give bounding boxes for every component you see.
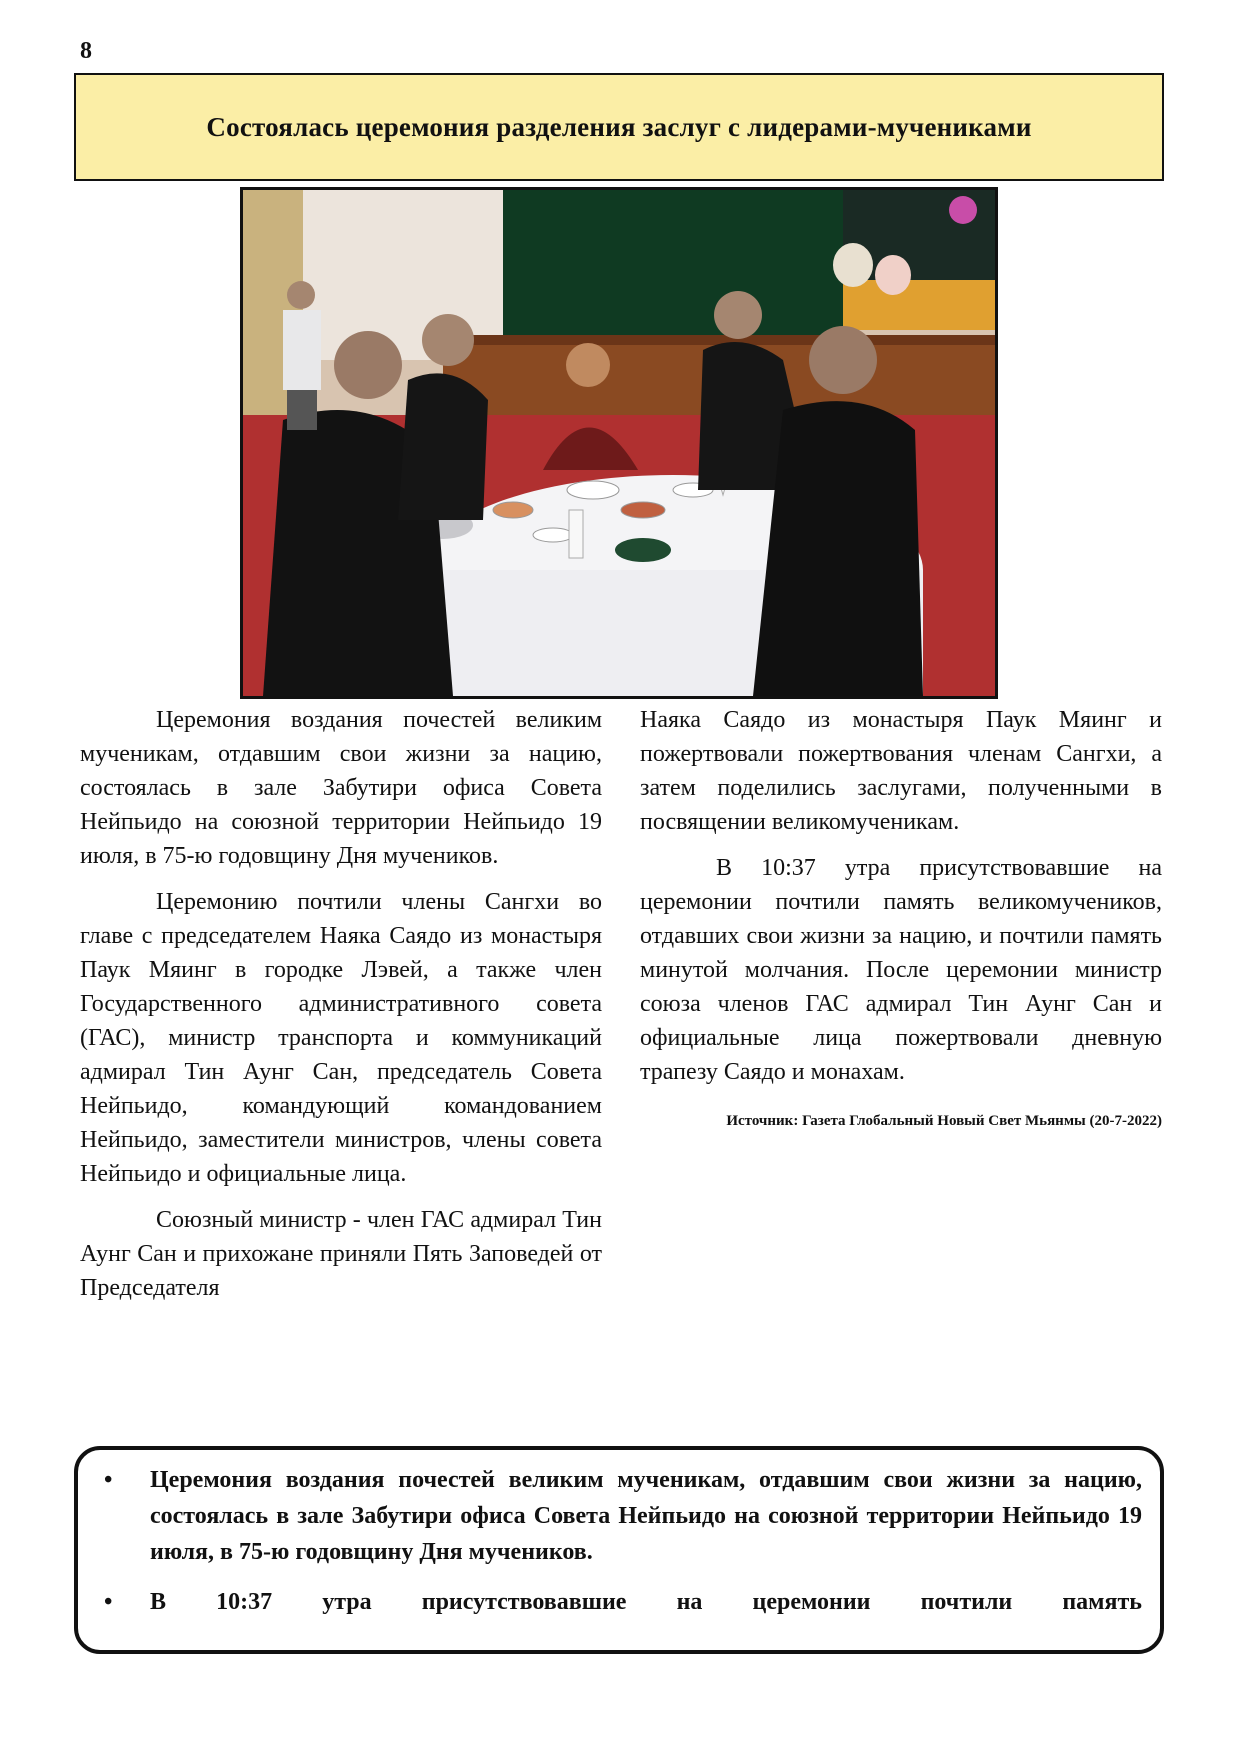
title-banner — [74, 73, 1164, 181]
left-paragraph-1: Церемония воздания почестей великим мученикам, отдавшим свои жизни за нацию, состоялась в зале Забутири офиса Совета Нейпьидо на союзной территории Нейпьидо 19 июля, в 75-ю годовщину Дня мучеников. — [80, 707, 602, 869]
ceremony-photo-illustration — [243, 190, 995, 696]
summary-list — [104, 1462, 1142, 1620]
summary-item-1-text: Церемония воздания почестей великим мученикам, отдавшим свои жизни за нацию, состоялась в зале Забутири офиса Совета Нейпьидо на союзной территории Нейпьидо 19 июля, в 75-ю годовщину Дня мучеников. — [150, 1467, 1142, 1565]
bullet-icon: • — [104, 1589, 113, 1615]
left-column — [80, 703, 602, 1317]
summary-item-2-text: В 10:37 утра присутствовавшие на церемонии почтили память — [150, 1589, 1142, 1615]
right-column — [640, 703, 1162, 1131]
left-paragraph-2: Церемонию почтили члены Сангхи во главе с председателем Наяка Саядо из монастыря Паук Мяинг в городке Лэвей, а также член Государственного административного совета (ГАС), министр транспорта и коммуникаций адмирал Тин Аунг Сан, председатель Совета Нейпьидо, командующий командованием Нейпьидо, заместители министров, члены совета Нейпьидо и официальные лица. — [80, 889, 602, 1187]
page-title: Состоялась церемония разделения заслуг с лидерами-мучениками — [206, 111, 1032, 142]
summary-item-2 — [104, 1584, 1142, 1620]
page-number: 8 — [80, 38, 92, 64]
bullet-icon: • — [104, 1467, 113, 1493]
source-citation: Источник: Газета Глобальный Новый Свет Мьянмы (20-7-2022) — [726, 1113, 1162, 1129]
left-paragraph-3: Союзный министр - член ГАС адмирал Тин Аунг Сан и прихожане приняли Пять Заповедей от Председателя — [80, 1207, 602, 1301]
right-paragraph-2: В 10:37 утра присутствовавшие на церемонии почтили память великомучеников, отдавших свои жизни за нацию, и почтили память минутой молчания. После церемонии министр союза членов ГАС адмирал Тин Аунг Сан и официальные лица пожертвовали дневную трапезу Саядо и монахам. — [640, 855, 1162, 1085]
summary-box — [74, 1446, 1164, 1654]
summary-item-1 — [104, 1462, 1142, 1570]
right-paragraph-1: Наяка Саядо из монастыря Паук Мяинг и пожертвовали пожертвования членам Сангхи, а затем поделились заслугами, полученными в посвящении великомученикам. — [640, 707, 1162, 835]
ceremony-photo — [240, 187, 998, 699]
